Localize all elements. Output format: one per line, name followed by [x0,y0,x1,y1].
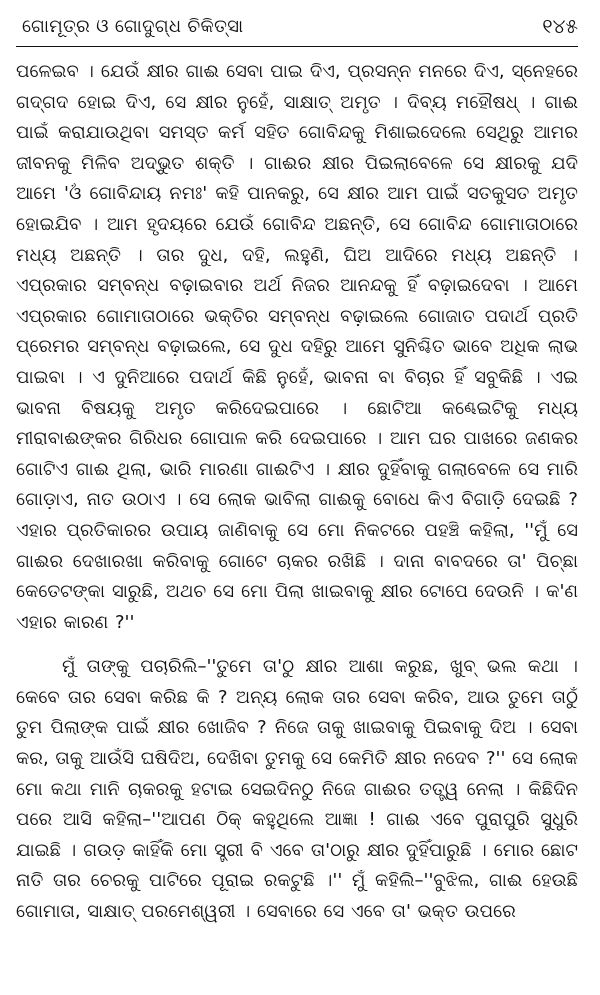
page-number: ୧୪୫ [542,14,578,38]
paragraph: ମୁଁ ତାଙ୍କୁ ପଚାରିଲି–''ତୁମେ ତା'ଠୁ କ୍ଷୀର ଆଶା କରୁଛ, ଖୁବ୍ ଭଲ କଥା । କେବେ ତାର ସେବା କରିଛ କି ? ଅନ୍ୟ ଲୋକ ତାର ସେବା କରିବ, ଆଉ ତୁମେ ତାଠୁଁ ତୁମ ପିଲାଙ୍କ ପାଇଁ କ୍ଷୀର ଖୋଜିବ ? ନିଜେ ତାକୁ ଖାଇବାକୁ ପିଇବାକୁ ଦିଅ । ସେବା କର, ତାକୁ ଆଉଁସି ଘଷିଦିଅ, ଦେଖିବା ତୁମକୁ ସେ କେମିତି କ୍ଷୀର ନଦେବ ?'' ସେ ଲୋକ ମୋ କଥା ମାନି ଚାକରକୁ ହଟାଇ ସେଇଦିନଠୁ ନିଜେ ଗାଈର ତତ୍ତ୍ୱ ନେଲା । କିଛିଦିନ ପରେ ଆସି କହିଲା–''ଆପଣ ଠିକ୍ କହୁଥିଲେ ଆଜ୍ଞା ! ଗାଈ ଏବେ ପୁରାପୁରି ସୁଧୁରି ଯାଇଛି । ଗଉଡ଼ କାହିଁକି ମୋ ସ୍ତ୍ରୀ ବି ଏବେ ତା'ଠାରୁ କ୍ଷୀର ଦୁହିଁପାରୁଛି । ମୋର ଛୋଟ ନାତି ତାର ଚେରକୁ ପାଟିରେ ପୂରାଇ ରକଟୁଛି ।'' ମୁଁ କହିଲି–''ବୁଝିଲ, ଗାଈ ହେଉଛି ଗୋମାତା, ସାକ୍ଷାତ୍ ପରମେଶ୍ୱରୀ । ସେବାରେ ସେ ଏବେ ତା' ଭକ୍ତ ଉପରେ [16,656,578,923]
body-text [16,57,578,928]
running-title: ଗୋମୂତ୍ର ଓ ଗୋଦୁଗ୍ଧ ଚିକିତ୍ସା [22,16,244,37]
paragraph: ପଳେଇବ । ଯେଉଁ କ୍ଷୀର ଗାଈ ସେବା ପାଇ ଦିଏ, ପ୍ରସନ୍ନ ମନରେ ଦିଏ, ସ୍ନେହରେ ଗଦ୍‌ଗଦ ହୋଇ ଦିଏ, ସେ କ୍ଷୀର ନୁହେଁ, ସାକ୍ଷାତ୍ ଅମୃତ । ଦିବ୍ୟ ମହୌଷଧ୍ । ଗାଈ ପାଇଁ କରାଯାଉଥିବା ସମସ୍ତ କର୍ମ ସହିତ ଗୋବିନ୍ଦକୁ ମିଶାଇଦେଲେ ସେଥିରୁ ଆମର ଜୀବନକୁ ମିଳିବ ଅଦ୍ଭୁତ ଶକ୍ତି । ଗାଈର କ୍ଷୀର ପିଇଲାବେଳେ ସେ କ୍ଷୀରକୁ ଯଦି ଆମେ 'ଓଁ ଗୋବିନ୍ଦାୟ ନମଃ' କହି ପାନକରୁ, ସେ କ୍ଷୀର ଆମ ପାଇଁ ସତକୁସତ ଅମୃତ ହୋଇଯିବ । ଆମ ହୃଦୟରେ ଯେଉଁ ଗୋବିନ୍ଦ ଅଛନ୍ତି, ସେ ଗୋବିନ୍ଦ ଗୋମାତାଠାରେ ମଧ୍ୟ ଅଛନ୍ତି । ତାର ଦୁଧ, ଦହି, ଲହୁଣି, ଘିଅ ଆଦିରେ ମଧ୍ୟ ଅଛନ୍ତି । ଏପ୍ରକାର ସମ୍ବନ୍ଧ ବଢ଼ାଇବାର ଅର୍ଥ ନିଜର ଆନନ୍ଦକୁ ହିଁ ବଢ଼ାଇଦେବା । ଆମେ ଏପ୍ରକାର ଗୋମାତାଠାରେ ଭକ୍ତିର ସମ୍ବନ୍ଧ ବଢ଼ାଇଲେ ଗୋଜାତ ପଦାର୍ଥ ପ୍ରତି ପ୍ରେମର ସମ୍ବନ୍ଧ ବଢ଼ାଇଲେ, ସେ ଦୁଧ ଦହିରୁ ଆମେ ସୁନିଶ୍ଚିତ ଭାବେ ଅଧିକ ଲାଭ ପାଇବା । ଏ ଦୁନିଆରେ ପଦାର୍ଥ କିଛି ନୁହେଁ, ଭାବନା ବା ବିଚାର ହିଁ ସବୁକିଛି । ଏଇ ଭାବନା ବିଷୟକୁ ଅମୃତ କରିଦେଇପାରେ । ଛୋଟିଆ କଣ୍ଢେଇଟିକୁ ମଧ୍ୟ ମୀରାବାଈଙ୍କର ଗିରିଧର ଗୋପାଳ କରି ଦେଇପାରେ । ଆମ ଘର ପାଖରେ ଜଣକର ଗୋଟିଏ ଗାଈ ଥିଲା, ଭାରି ମାରଣା ଗାଈଟିଏ । କ୍ଷୀର ଦୁହିଁବାକୁ ଗଲାବେଳେ ସେ ମାରି ଗୋଡ଼ାଏ, ନାତ ଉଠାଏ । ସେ ଲୋକ ଭାବିଲା ଗାଈକୁ ବୋଧେ କିଏ ବିଗାଡ଼ି ଦେଇଛି ? ଏହାର ପ୍ରତିକାରର ଉପାୟ ଜାଣିବାକୁ ସେ ମୋ ନିକଟରେ ପହଞ୍ଚି କହିଲା, ''ମୁଁ ସେ ଗାଈର ଦେଖାରଖା କରିବାକୁ ଗୋଟେ ଚାକର ରଖିଛି । ଦାନା ବାବଦରେ ତା' ପିଚ୍ଛା କେତେଟଙ୍କା ସାରୁଛି, ଅଥଚ ସେ ମୋ ପିଲା ଖାଇବାକୁ କ୍ଷୀର ଟୋପେ ଦେଉନି । କ'ଣ ଏହାର କାରଣ ?'' [16,61,578,633]
running-header [16,14,578,47]
